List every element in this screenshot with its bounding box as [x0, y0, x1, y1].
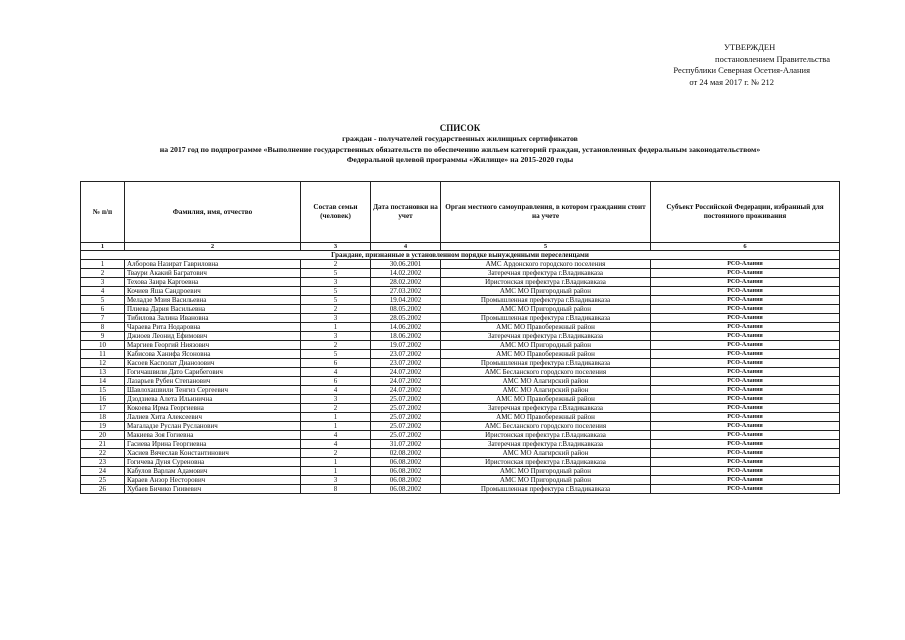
region: РСО-Алания	[651, 278, 840, 287]
person-name: Кокоева Ирма Георгиевна	[125, 404, 301, 413]
row-number: 16	[81, 395, 125, 404]
registration-date: 02.08.2002	[371, 449, 441, 458]
registration-date: 18.06.2002	[371, 332, 441, 341]
table-row	[81, 296, 840, 305]
document-title: СПИСОК	[439, 123, 481, 133]
person-name: Караев Анзор Несторович	[125, 476, 301, 485]
registration-date: 06.08.2002	[371, 485, 441, 494]
registration-date: 23.07.2002	[371, 359, 441, 368]
table-row	[81, 485, 840, 494]
municipal-authority: АМС МО Правобережный район	[441, 413, 651, 422]
row-number: 15	[81, 386, 125, 395]
table-row	[81, 404, 840, 413]
person-name: Тибилова Залина Ивановна	[125, 314, 301, 323]
column-header: Состав семьи (человек)	[301, 182, 371, 243]
family-size: 3	[301, 476, 371, 485]
row-number: 9	[81, 332, 125, 341]
person-name: Гогичашвили Дато Сарибегович	[125, 368, 301, 377]
municipal-authority: Затеречная префектура г.Владикавказа	[441, 440, 651, 449]
municipal-authority: Иристонская префектура г.Владикавказа	[441, 278, 651, 287]
region: РСО-Алания	[651, 449, 840, 458]
row-number: 24	[81, 467, 125, 476]
section-title: Граждане, признанные в установленном порядке вынужденными переселенцами	[81, 251, 840, 260]
person-name: Чараева Рита Нодаровна	[125, 323, 301, 332]
municipal-authority: Промышленная префектура г.Владикавказа	[441, 314, 651, 323]
row-number: 3	[81, 278, 125, 287]
table-row	[81, 368, 840, 377]
registration-date: 14.06.2002	[371, 323, 441, 332]
person-name: Кабулов Варлам Адамович	[125, 467, 301, 476]
family-size: 3	[301, 395, 371, 404]
municipal-authority: АМС МО Пригородный район	[441, 287, 651, 296]
table-row	[81, 269, 840, 278]
registration-date: 19.04.2002	[371, 296, 441, 305]
row-number: 19	[81, 422, 125, 431]
family-size: 2	[301, 449, 371, 458]
family-size: 1	[301, 413, 371, 422]
table-row	[81, 305, 840, 314]
family-size: 4	[301, 368, 371, 377]
region: РСО-Алания	[651, 296, 840, 305]
document-heading	[80, 122, 840, 166]
person-name: Дзодзиева Алета Ильинична	[125, 395, 301, 404]
approval-line: постановлением Правительства	[715, 53, 830, 64]
registration-date: 30.06.2001	[371, 260, 441, 269]
municipal-authority: АМС Бесланского городского поселения	[441, 422, 651, 431]
column-number: 4	[371, 243, 441, 251]
table-row	[81, 440, 840, 449]
registration-date: 25.07.2002	[371, 413, 441, 422]
approval-line: Республики Северная Осетия-Алания	[673, 65, 810, 75]
row-number: 26	[81, 485, 125, 494]
person-name: Шавлохашвили Тенгиз Сергеевич	[125, 386, 301, 395]
table-row	[81, 386, 840, 395]
municipal-authority: АМС МО Пригородный район	[441, 476, 651, 485]
row-number: 13	[81, 368, 125, 377]
table-row	[81, 449, 840, 458]
person-name: Джиоев Леонид Ефимович	[125, 332, 301, 341]
column-number: 5	[441, 243, 651, 251]
region: РСО-Алания	[651, 359, 840, 368]
registration-date: 27.03.2002	[371, 287, 441, 296]
family-size: 2	[301, 260, 371, 269]
region: РСО-Алания	[651, 287, 840, 296]
municipal-authority: АМС МО Правобережный район	[441, 323, 651, 332]
family-size: 5	[301, 350, 371, 359]
family-size: 2	[301, 341, 371, 350]
heading-line: Федеральной целевой программы «Жилище» на 2015-2020 годы	[346, 155, 574, 164]
region: РСО-Алания	[651, 413, 840, 422]
registration-date: 25.07.2002	[371, 431, 441, 440]
registration-date: 06.08.2002	[371, 458, 441, 467]
column-number: 2	[125, 243, 301, 251]
row-number: 21	[81, 440, 125, 449]
heading-line: граждан - получателей государственных жилищных сертификатов	[342, 134, 578, 143]
registration-date: 24.07.2002	[371, 386, 441, 395]
region: РСО-Алания	[651, 440, 840, 449]
municipal-authority: Затеречная префектура г.Владикавказа	[441, 269, 651, 278]
row-number: 6	[81, 305, 125, 314]
person-name: Тваури Акакий Багратович	[125, 269, 301, 278]
municipal-authority: АМС МО Правобережный район	[441, 395, 651, 404]
municipal-authority: Иристонская префектура г.Владикавказа	[441, 458, 651, 467]
region: РСО-Алания	[651, 386, 840, 395]
registration-date: 28.02.2002	[371, 278, 441, 287]
municipal-authority: Промышленная префектура г.Владикавказа	[441, 485, 651, 494]
row-number: 11	[81, 350, 125, 359]
registration-date: 25.07.2002	[371, 395, 441, 404]
registration-date: 19.07.2002	[371, 341, 441, 350]
municipal-authority: Иристонская префектура г.Владикавказа	[441, 431, 651, 440]
municipal-authority: Затеречная префектура г.Владикавказа	[441, 332, 651, 341]
region: РСО-Алания	[651, 341, 840, 350]
recipients-table	[80, 181, 840, 494]
municipal-authority: Затеречная префектура г.Владикавказа	[441, 404, 651, 413]
family-size: 1	[301, 323, 371, 332]
region: РСО-Алания	[651, 377, 840, 386]
table-row	[81, 260, 840, 269]
column-header: Фамилия, имя, отчество	[125, 182, 301, 243]
table-header-row	[81, 182, 840, 243]
family-size: 8	[301, 485, 371, 494]
person-name: Гасиева Ирина Георгиевна	[125, 440, 301, 449]
row-number: 23	[81, 458, 125, 467]
municipal-authority: Промышленная префектура г.Владикавказа	[441, 296, 651, 305]
table-row	[81, 332, 840, 341]
row-number: 18	[81, 413, 125, 422]
municipal-authority: АМС Бесланского городского поселения	[441, 368, 651, 377]
table-row	[81, 278, 840, 287]
region: РСО-Алания	[651, 404, 840, 413]
table-row	[81, 341, 840, 350]
person-name: Макиева Зоя Гогиевна	[125, 431, 301, 440]
family-size: 4	[301, 431, 371, 440]
region: РСО-Алания	[651, 323, 840, 332]
table-row	[81, 350, 840, 359]
municipal-authority: АМС МО Алагирский район	[441, 386, 651, 395]
row-number: 7	[81, 314, 125, 323]
table-row	[81, 422, 840, 431]
region: РСО-Алания	[651, 350, 840, 359]
table-row	[81, 377, 840, 386]
person-name: Хасиев Вячеслав Константинович	[125, 449, 301, 458]
row-number: 4	[81, 287, 125, 296]
table-row	[81, 359, 840, 368]
row-number: 14	[81, 377, 125, 386]
family-size: 4	[301, 386, 371, 395]
table-row	[81, 476, 840, 485]
registration-date: 25.07.2002	[371, 422, 441, 431]
column-number: 6	[651, 243, 840, 251]
column-header: Дата постановки на учет	[371, 182, 441, 243]
table-row	[81, 395, 840, 404]
row-number: 8	[81, 323, 125, 332]
region: РСО-Алания	[651, 269, 840, 278]
table-row	[81, 458, 840, 467]
region: РСО-Алания	[651, 305, 840, 314]
person-name: Алборова Назират Гавриловна	[125, 260, 301, 269]
table-row	[81, 413, 840, 422]
approval-title: УТВЕРЖДЕН	[724, 42, 776, 52]
family-size: 5	[301, 296, 371, 305]
registration-date: 24.07.2002	[371, 368, 441, 377]
family-size: 2	[301, 404, 371, 413]
family-size: 5	[301, 269, 371, 278]
municipal-authority: АМС МО Алагирский район	[441, 449, 651, 458]
region: РСО-Алания	[651, 467, 840, 476]
column-number-row	[81, 243, 840, 251]
registration-date: 23.07.2002	[371, 350, 441, 359]
registration-date: 06.08.2002	[371, 476, 441, 485]
table-row	[81, 467, 840, 476]
row-number: 17	[81, 404, 125, 413]
row-number: 5	[81, 296, 125, 305]
registration-date: 14.02.2002	[371, 269, 441, 278]
family-size: 3	[301, 278, 371, 287]
row-number: 20	[81, 431, 125, 440]
municipal-authority: АМС МО Правобережный район	[441, 350, 651, 359]
region: РСО-Алания	[651, 458, 840, 467]
person-name: Кабисова Ханифа Ясоновна	[125, 350, 301, 359]
region: РСО-Алания	[651, 332, 840, 341]
person-name: Касоев Касполат Дианозович	[125, 359, 301, 368]
table-row	[81, 314, 840, 323]
family-size: 1	[301, 467, 371, 476]
family-size: 4	[301, 440, 371, 449]
column-header: № п/п	[81, 182, 125, 243]
region: РСО-Алания	[651, 431, 840, 440]
registration-date: 31.07.2002	[371, 440, 441, 449]
registration-date: 28.05.2002	[371, 314, 441, 323]
family-size: 1	[301, 458, 371, 467]
family-size: 1	[301, 422, 371, 431]
table-row	[81, 323, 840, 332]
registration-date: 25.07.2002	[371, 404, 441, 413]
region: РСО-Алания	[651, 368, 840, 377]
column-header: Орган местного самоуправления, в котором гражданин стоит на учете	[441, 182, 651, 243]
family-size: 2	[301, 305, 371, 314]
person-name: Магаладзе Руслан Русланович	[125, 422, 301, 431]
person-name: Лазарьев Рубен Степанович	[125, 377, 301, 386]
municipal-authority: АМС МО Алагирский район	[441, 377, 651, 386]
table-row	[81, 431, 840, 440]
person-name: Гогичева Дуня Суреновна	[125, 458, 301, 467]
column-number: 1	[81, 243, 125, 251]
row-number: 22	[81, 449, 125, 458]
municipal-authority: АМС МО Пригородный район	[441, 305, 651, 314]
region: РСО-Алания	[651, 395, 840, 404]
family-size: 5	[301, 287, 371, 296]
row-number: 12	[81, 359, 125, 368]
registration-date: 24.07.2002	[371, 377, 441, 386]
municipal-authority: АМС МО Пригородный район	[441, 341, 651, 350]
person-name: Кочиев Яша Сандроевич	[125, 287, 301, 296]
registration-date: 06.08.2002	[371, 467, 441, 476]
person-name: Маргиев Георгий Ниязович	[125, 341, 301, 350]
table-row	[81, 287, 840, 296]
person-name: Техова Заира Каргоевна	[125, 278, 301, 287]
family-size: 6	[301, 377, 371, 386]
section-row	[81, 251, 840, 260]
row-number: 10	[81, 341, 125, 350]
region: РСО-Алания	[651, 485, 840, 494]
family-size: 3	[301, 332, 371, 341]
registration-date: 08.05.2002	[371, 305, 441, 314]
row-number: 1	[81, 260, 125, 269]
row-number: 25	[81, 476, 125, 485]
region: РСО-Алания	[651, 260, 840, 269]
municipal-authority: Промышленная префектура г.Владикавказа	[441, 359, 651, 368]
approval-date: от 24 мая 2017 г. № 212	[689, 76, 774, 87]
family-size: 3	[301, 314, 371, 323]
row-number: 2	[81, 269, 125, 278]
column-number: 3	[301, 243, 371, 251]
municipal-authority: АМС Ардонского городского поселения	[441, 260, 651, 269]
region: РСО-Алания	[651, 476, 840, 485]
person-name: Лалиев Хита Алексеевич	[125, 413, 301, 422]
municipal-authority: АМС МО Пригородный район	[441, 467, 651, 476]
region: РСО-Алания	[651, 422, 840, 431]
region: РСО-Алания	[651, 314, 840, 323]
column-header: Субъект Российской Федерации, избранный для постоянного проживания	[651, 182, 840, 243]
person-name: Плиева Дария Васильевна	[125, 305, 301, 314]
person-name: Хубаев Бичико Гиивевич	[125, 485, 301, 494]
person-name: Меладзе Мзия Васильевна	[125, 296, 301, 305]
approval-stamp	[660, 42, 860, 88]
heading-line: на 2017 год по подпрограмме «Выполнение государственных обязательств по обеспечению жильем категорий граждан, установленных федеральным законодательством»	[159, 144, 761, 154]
family-size: 6	[301, 359, 371, 368]
